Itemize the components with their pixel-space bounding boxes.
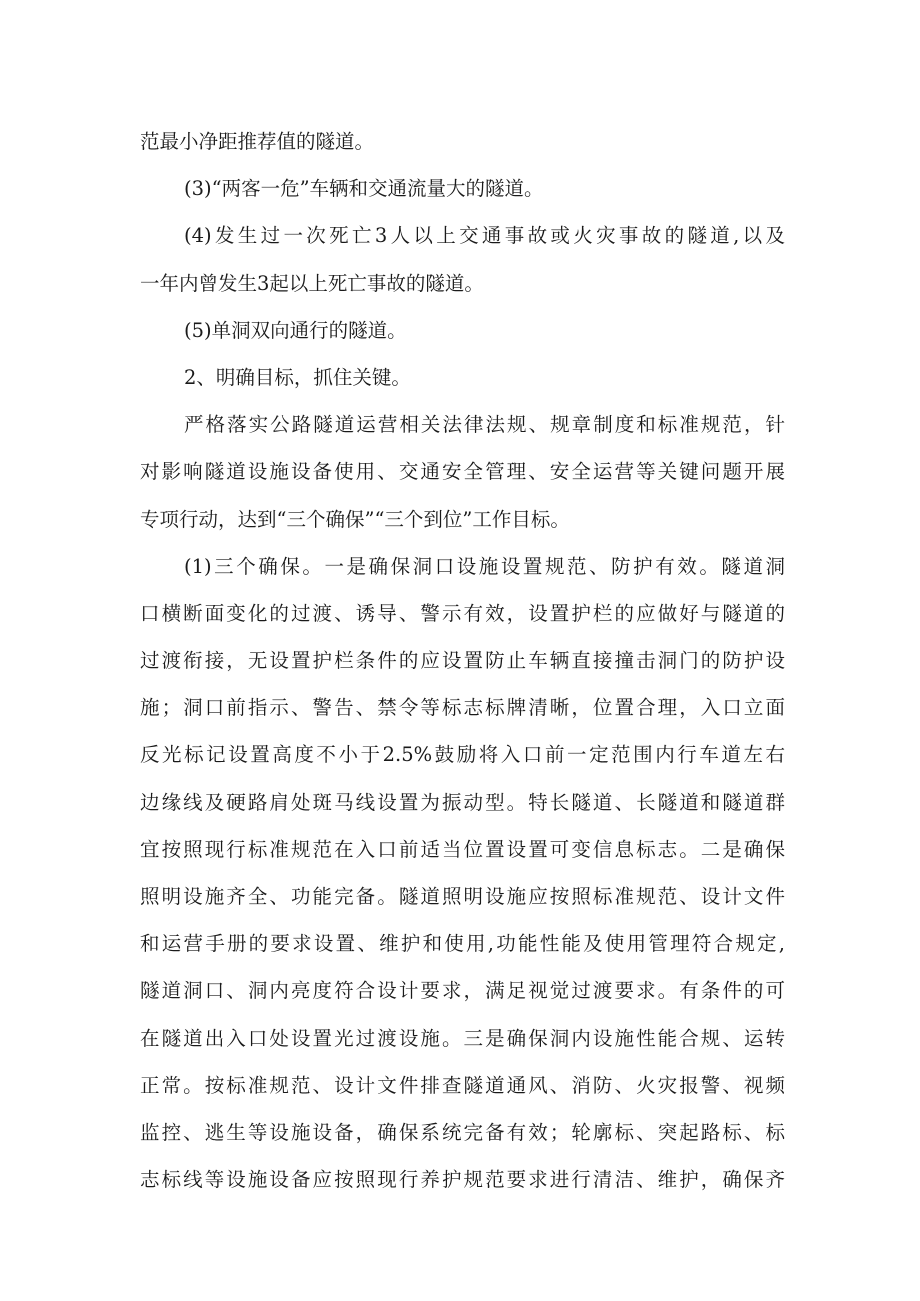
text-line: 严格落实公路隧道运营相关法律法规、规章制度和标准规范，针 bbox=[184, 413, 785, 437]
text-line: 宜按照现行标准规范在入口前适当位置设置可变信息标志。二是确保 bbox=[140, 837, 785, 861]
text-line: 过渡衔接，无设置护栏条件的应设置防止车辆直接撞击洞门的防护设 bbox=[140, 649, 785, 673]
text-line: (5)单洞双向通行的隧道。 bbox=[184, 318, 407, 342]
text-line: 正常。按标准规范、设计文件排查隧道通风、消防、火灾报警、视频 bbox=[140, 1073, 785, 1097]
text-line: 边缘线及硬路肩处斑马线设置为振动型。特长隧道、长隧道和隧道群 bbox=[140, 790, 785, 814]
text-line: (4)发生过一次死亡3人以上交通事故或火灾事故的隧道,以及 bbox=[184, 224, 785, 248]
text-line: 反光标记设置高度不小于2.5%鼓励将入口前一定范围内行车道左右 bbox=[140, 743, 785, 767]
text-line: 口横断面变化的过渡、诱导、警示有效，设置护栏的应做好与隧道的 bbox=[140, 601, 785, 625]
text-line: 施；洞口前指示、警告、禁令等标志标牌清晰，位置合理，入口立面 bbox=[140, 696, 785, 720]
text-line: 照明设施齐全、功能完备。隧道照明设施应按照标准规范、设计文件 bbox=[140, 885, 785, 908]
text-line: (1)三个确保。一是确保洞口设施设置规范、防护有效。隧道洞 bbox=[184, 554, 785, 578]
text-line: 隧道洞口、洞内亮度符合设计要求，满足视觉过渡要求。有条件的可 bbox=[140, 979, 785, 1003]
text-line: 对影响隧道设施设备使用、交通安全管理、安全运营等关键问题开展 bbox=[140, 460, 785, 484]
text-line: 范最小净距推荐值的隧道。 bbox=[140, 130, 375, 153]
text-line: 监控、逃生等设施设备，确保系统完备有效；轮廓标、突起路标、标 bbox=[140, 1120, 785, 1144]
text-line: 和运营手册的要求设置、维护和使用,功能性能及使用管理符合规定, bbox=[140, 932, 785, 956]
text-line: 志标线等设施设备应按照现行养护规范要求进行清洁、维护，确保齐 bbox=[140, 1168, 785, 1192]
text-line: 在隧道出入口处设置光过渡设施。三是确保洞内设施性能合规、运转 bbox=[140, 1026, 785, 1050]
text-line: 一年内曾发生3起以上死亡事故的隧道。 bbox=[140, 271, 484, 295]
document-body bbox=[140, 118, 785, 1203]
text-line: (3)“两客一危”车辆和交通流量大的隧道。 bbox=[184, 177, 544, 201]
text-line: 专项行动，达到“三个确保”“三个到位”工作目标。 bbox=[140, 507, 570, 531]
text-line: 2、明确目标，抓住关键。 bbox=[184, 365, 411, 389]
